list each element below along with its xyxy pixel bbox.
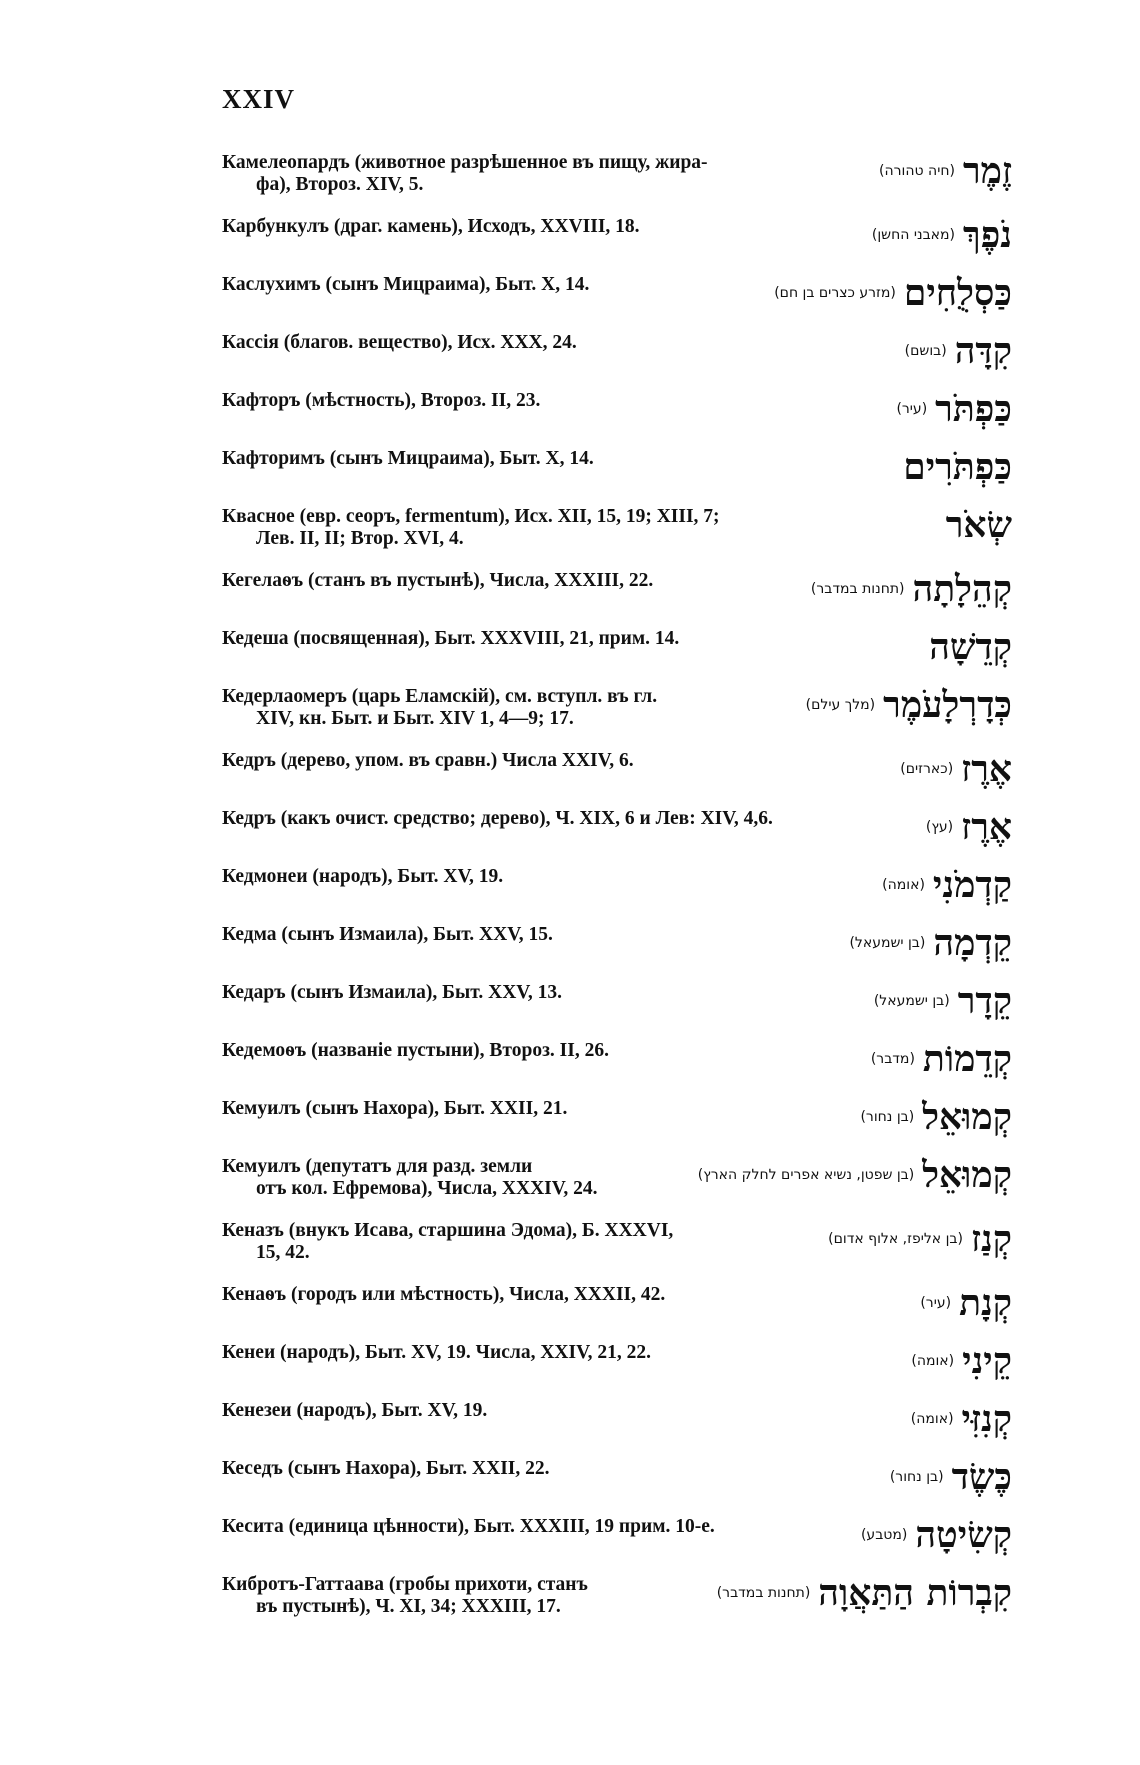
dictionary-entry	[222, 152, 1012, 196]
entry-definition	[222, 750, 900, 772]
hebrew-term	[895, 448, 1012, 486]
definition-line: Кедаръ (сынъ Измаила), Быт. XXV, 13.	[222, 982, 562, 1003]
hebrew-term	[905, 332, 1012, 370]
hebrew-word: כַּסְלֻחִים	[903, 272, 1012, 314]
hebrew-word: קֵדְמָה	[933, 922, 1012, 964]
entry-list	[222, 152, 1012, 1618]
definition-line: Кибротъ-Гаттаава (гробы прихоти, станъ	[222, 1574, 588, 1595]
hebrew-term	[811, 570, 1012, 608]
hebrew-term	[828, 1220, 1012, 1258]
definition-line: Карбункулъ (драг. камень), Исходъ, XXVIII, 18.	[222, 216, 640, 237]
hebrew-term	[874, 982, 1012, 1020]
hebrew-note: (אומה)	[910, 1411, 954, 1427]
definition-line: Кедеша (посвященная), Быт. XXXVIII, 21, прим. 14.	[222, 628, 680, 649]
entry-definition	[222, 332, 905, 354]
definition-line: фа), Второз. XIV, 5.	[256, 174, 424, 195]
hebrew-word: קְמוּאֵל	[922, 1096, 1012, 1138]
dictionary-entry	[222, 808, 1012, 846]
hebrew-term	[890, 1458, 1012, 1496]
dictionary-entry	[222, 686, 1012, 730]
hebrew-note: (מלך עילם)	[805, 697, 876, 713]
hebrew-note: (עיר)	[896, 401, 928, 417]
entry-definition	[222, 924, 849, 946]
hebrew-note: (עיר)	[920, 1295, 952, 1311]
entry-definition	[222, 1458, 890, 1480]
hebrew-term	[911, 1400, 1012, 1438]
dictionary-entry	[222, 1516, 1012, 1554]
hebrew-note: (חיה טהורה)	[879, 163, 955, 179]
definition-line: Кенеи (народъ), Быт. XV, 19. Числа, XXIV, 21, 22.	[222, 1342, 652, 1363]
hebrew-word: קְנַז	[970, 1218, 1012, 1260]
entry-definition	[222, 808, 926, 830]
entry-definition	[222, 1284, 920, 1306]
hebrew-word: קְנָת	[959, 1282, 1012, 1324]
dictionary-entry	[222, 866, 1012, 904]
hebrew-word: קַדְמֹנִי	[932, 864, 1012, 906]
dictionary-entry	[222, 332, 1012, 370]
dictionary-entry	[222, 1400, 1012, 1438]
hebrew-note: (תחנות במדבר)	[810, 581, 905, 597]
entry-definition	[222, 152, 879, 196]
hebrew-term	[882, 866, 1012, 904]
definition-line: отъ кол. Ефремова), Числа, XXXIV, 24.	[256, 1178, 598, 1199]
dictionary-entry	[222, 1458, 1012, 1496]
entry-definition	[222, 1156, 698, 1200]
dictionary-entry	[222, 1156, 1012, 1200]
entry-definition	[222, 570, 811, 592]
hebrew-note: (מאבני החשן)	[871, 227, 956, 243]
definition-line: Кафторимъ (сынъ Мицраима), Быт. X, 14.	[222, 448, 594, 469]
definition-line: Кегелаѳъ (станъ въ пустынѣ), Числа, XXXIII, 22.	[222, 570, 654, 591]
definition-line: въ пустынѣ), Ч. XI, 34; XXXIII, 17.	[256, 1596, 561, 1617]
hebrew-word: קֵינִי	[962, 1340, 1012, 1382]
definition-line: Кенаѳъ (городъ или мѣстность), Числа, XXXII, 42.	[222, 1284, 666, 1305]
entry-definition	[222, 506, 938, 550]
hebrew-term	[717, 1574, 1012, 1612]
dictionary-entry	[222, 216, 1012, 254]
dictionary-entry	[222, 448, 1012, 486]
hebrew-word: קְהֵלָתָה	[912, 568, 1012, 610]
hebrew-note: (מטבע)	[860, 1527, 908, 1543]
entry-definition	[222, 686, 806, 730]
hebrew-note: (כארזים)	[900, 761, 954, 777]
definition-line: Лев. II, II; Втор. XVI, 4.	[256, 528, 464, 549]
hebrew-word: כַּפְתֹּר	[935, 388, 1012, 430]
hebrew-note: (בן שפטן, נשיא אפרים לחלק הארץ)	[697, 1167, 915, 1183]
definition-line: Кедръ (какъ очист. средство; дерево), Ч. XIX, 6 и Лев: XIV, 4,6.	[222, 808, 773, 829]
hebrew-note: (בן אליפז, אלוף אדום)	[828, 1231, 963, 1247]
dictionary-entry	[222, 1342, 1012, 1380]
hebrew-word: קְשִׂיטָה	[915, 1514, 1012, 1556]
hebrew-term	[921, 628, 1012, 666]
hebrew-term	[938, 506, 1012, 544]
entry-definition	[222, 448, 895, 470]
entry-definition	[222, 1040, 871, 1062]
hebrew-word: כַּפְתֹּרִים	[903, 446, 1012, 488]
definition-line: 15, 42.	[256, 1242, 310, 1263]
hebrew-note: (אומה)	[911, 1353, 955, 1369]
entry-definition	[222, 1574, 717, 1618]
hebrew-word: קְדֵשָׁה	[929, 626, 1012, 668]
hebrew-term	[879, 152, 1012, 190]
page-number: XXIV	[222, 84, 296, 114]
hebrew-note: (בושם)	[904, 343, 947, 359]
dictionary-entry	[222, 982, 1012, 1020]
hebrew-term	[920, 1284, 1012, 1322]
hebrew-word: קִדָּה	[954, 330, 1012, 372]
hebrew-word: נֹפֶךְ	[963, 214, 1012, 256]
definition-line: Кассія (благов. вещество), Исх. XXX, 24.	[222, 332, 577, 353]
hebrew-word: זֶמֶר	[962, 150, 1012, 192]
dictionary-entry	[222, 1574, 1012, 1618]
dictionary-entry	[222, 1284, 1012, 1322]
hebrew-term	[896, 390, 1012, 428]
entry-definition	[222, 216, 872, 238]
definition-line: Кедма (сынъ Измаила), Быт. XXV, 15.	[222, 924, 553, 945]
dictionary-entry	[222, 570, 1012, 608]
entry-definition	[222, 390, 896, 412]
definition-line: Кедерлаомеръ (царь Еламскій), см. вступл. въ гл.	[222, 686, 658, 707]
hebrew-term	[860, 1098, 1012, 1136]
hebrew-term	[871, 1040, 1012, 1078]
entry-definition	[222, 982, 874, 1004]
hebrew-note: (בן ישמעאל)	[849, 935, 926, 951]
dictionary-entry	[222, 1098, 1012, 1136]
definition-line: Кеназъ (внукъ Исава, старшина Эдома), Б. XXXVI,	[222, 1220, 674, 1241]
entry-definition	[222, 1516, 861, 1538]
hebrew-term	[849, 924, 1012, 962]
hebrew-word: קִבְרוֹת הַתַּאֲוָה	[818, 1572, 1012, 1614]
definition-line: Кафторъ (мѣстность), Второз. II, 23.	[222, 390, 541, 411]
definition-line: Кемуилъ (депутатъ для разд. земли	[222, 1156, 533, 1177]
definition-line: Квасное (евр. сеоръ, fermentum), Исх. XII, 15, 19; XIII, 7;	[222, 506, 720, 527]
entry-definition	[222, 1342, 911, 1364]
hebrew-term	[698, 1156, 1012, 1194]
dictionary-entry	[222, 390, 1012, 428]
hebrew-word: כֶּשֶׂד	[951, 1456, 1012, 1498]
entry-definition	[222, 866, 882, 888]
entry-definition	[222, 628, 921, 650]
definition-line: Кедемоѳъ (названіе пустыни), Второз. II, 26.	[222, 1040, 609, 1061]
hebrew-word: קֵדָר	[957, 980, 1012, 1022]
hebrew-word: כְּדָרְלָעֹמֶר	[883, 684, 1012, 726]
hebrew-note: (אומה)	[882, 877, 925, 893]
hebrew-term	[774, 274, 1012, 312]
entry-definition	[222, 274, 774, 296]
dictionary-entry	[222, 750, 1012, 788]
definition-line: XIV, кн. Быт. и Быт. XIV 1, 4—9; 17.	[256, 708, 574, 729]
hebrew-term	[911, 1342, 1012, 1380]
hebrew-word: שְׂאֹר	[945, 504, 1012, 546]
dictionary-entry	[222, 1040, 1012, 1078]
dictionary-entry	[222, 274, 1012, 312]
hebrew-term	[872, 216, 1012, 254]
dictionary-entry	[222, 628, 1012, 666]
hebrew-term	[861, 1516, 1012, 1554]
hebrew-note: (תחנות במדבר)	[716, 1585, 811, 1601]
hebrew-note: (מזרע כצרים בן חם)	[774, 285, 896, 301]
hebrew-note: (מדבר)	[870, 1051, 915, 1067]
hebrew-note: (בן נחור)	[889, 1469, 944, 1485]
hebrew-note: (בן ישמעאל)	[873, 993, 950, 1009]
definition-line: Кеседъ (сынъ Нахора), Быт. XXII, 22.	[222, 1458, 550, 1479]
entry-definition	[222, 1098, 860, 1120]
definition-line: Кемуилъ (сынъ Нахора), Быт. XXII, 21.	[222, 1098, 568, 1119]
dictionary-entry	[222, 506, 1012, 550]
hebrew-term	[900, 750, 1012, 788]
definition-line: Кенезеи (народъ), Быт. XV, 19.	[222, 1400, 488, 1421]
hebrew-word: אֶרֶז	[961, 748, 1012, 790]
hebrew-word: אֶרֶז	[961, 806, 1012, 848]
definition-line: Каслухимъ (сынъ Мицраима), Быт. X, 14.	[222, 274, 590, 295]
definition-line: Кесита (единица цѣнности), Быт. XXXIII, 19 прим. 10-е.	[222, 1516, 715, 1537]
entry-definition	[222, 1400, 911, 1422]
hebrew-note: (בן נחור)	[860, 1109, 915, 1125]
hebrew-word: קְמוּאֵל	[922, 1154, 1012, 1196]
hebrew-word: קְדֵמוֹת	[922, 1038, 1012, 1080]
entry-definition	[222, 1220, 828, 1264]
definition-line: Кедръ (дерево, упом. въ сравн.) Числа XXIV, 6.	[222, 750, 634, 771]
hebrew-term	[806, 686, 1012, 724]
definition-line: Кедмонеи (народъ), Быт. XV, 19.	[222, 866, 504, 887]
dictionary-entry	[222, 1220, 1012, 1264]
dictionary-entry	[222, 924, 1012, 962]
hebrew-word: קְנִזִּי	[961, 1398, 1012, 1440]
hebrew-note: (עץ)	[925, 819, 954, 835]
definition-line: Камелеопардъ (животное разрѣшенное въ пищу, жира-	[222, 152, 708, 173]
hebrew-term	[926, 808, 1012, 846]
